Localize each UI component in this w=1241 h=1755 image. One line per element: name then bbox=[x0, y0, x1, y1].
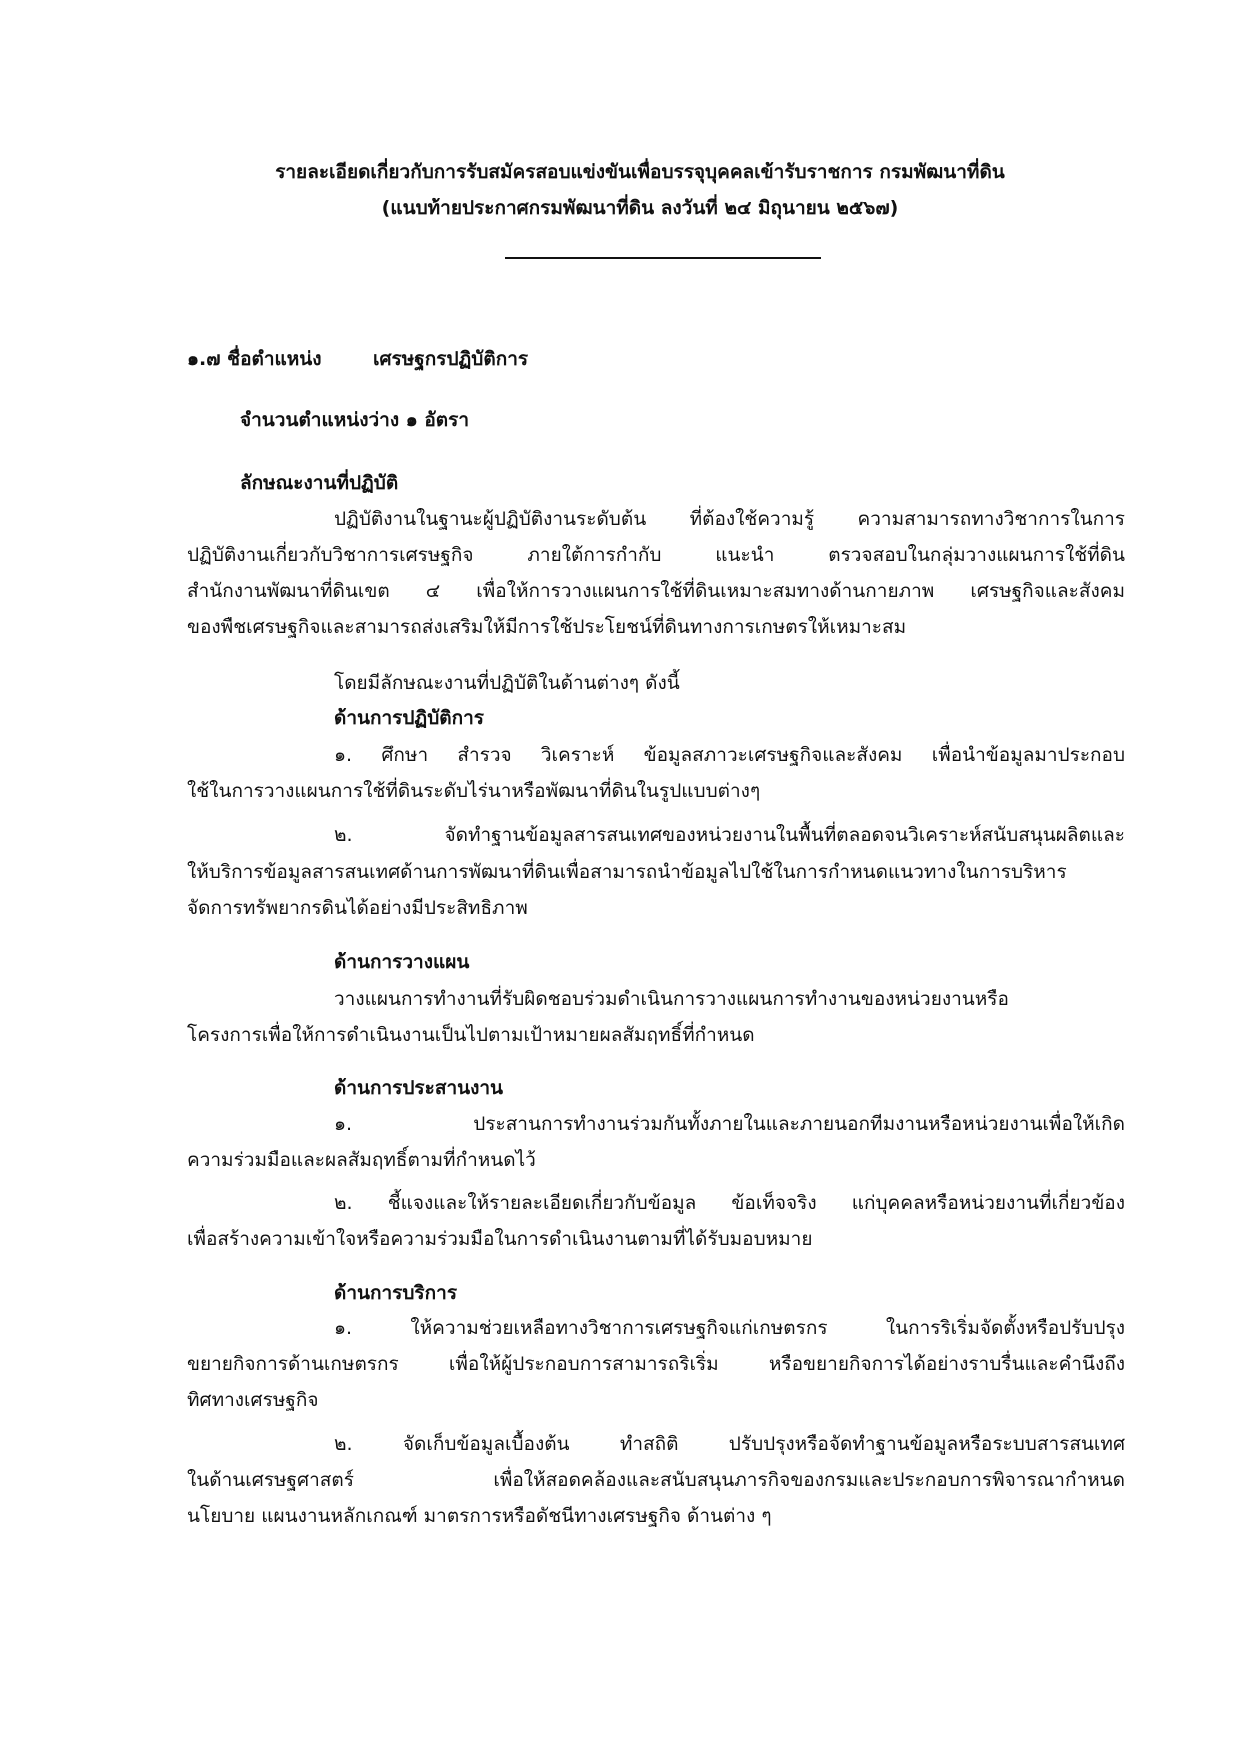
duties-intro-line: ปฏิบัติงานเกี่ยวกับวิชาการเศรษฐกิจ ภายใต้การกำกับ แนะนำ ตรวจสอบในกลุ่มวางแผนการใช้ที่ดิน bbox=[187, 544, 1125, 566]
coordination-item1-line: ความร่วมมือและผลสัมฤทธิ์ตามที่กำหนดไว้ bbox=[187, 1149, 536, 1171]
operations-heading: ด้านการปฏิบัติการ bbox=[334, 707, 484, 729]
planning-heading: ด้านการวางแผน bbox=[334, 951, 470, 973]
position-name: เศรษฐกรปฏิบัติการ bbox=[373, 348, 529, 370]
document-title-line2: (แนบท้ายประกาศกรมพัฒนาที่ดิน ลงวันที่ ๒๔ มิถุนายน ๒๕๖๗) bbox=[381, 197, 899, 219]
duties-intro-line: สำนักงานพัฒนาที่ดินเขต ๔ เพื่อให้การวางแผนการใช้ที่ดินเหมาะสมทางด้านกายภาพ เศรษฐกิจและสังคม bbox=[187, 580, 1125, 602]
duties-intro-line: ของพืชเศรษฐกิจและสามารถส่งเสริมให้มีการใช้ประโยชน์ที่ดินทางการเกษตรให้เหมาะสม bbox=[187, 616, 907, 638]
service-item1-line: ทิศทางเศรษฐกิจ bbox=[187, 1389, 319, 1411]
operations-item1-line: ๑. ศึกษา สำรวจ วิเคราะห์ ข้อมูลสภาวะเศรษฐกิจและสังคม เพื่อนำข้อมูลมาประกอบ bbox=[334, 744, 1125, 766]
operations-item2-line: จัดการทรัพยากรดินได้อย่างมีประสิทธิภาพ bbox=[187, 897, 528, 919]
planning-line: วางแผนการทำงานที่รับผิดชอบร่วมดำเนินการวางแผนการทำงานของหน่วยงานหรือ bbox=[334, 988, 1009, 1010]
duties-heading: ลักษณะงานที่ปฏิบัติ bbox=[240, 472, 399, 494]
operations-item1-line: ใช้ในการวางแผนการใช้ที่ดินระดับไร่นาหรือพัฒนาที่ดินในรูปแบบต่างๆ bbox=[187, 780, 761, 802]
title-underline bbox=[505, 257, 821, 259]
coordination-heading: ด้านการประสานงาน bbox=[334, 1077, 504, 1099]
planning-line: โครงการเพื่อให้การดำเนินงานเป็นไปตามเป้าหมายผลสัมฤทธิ์ที่กำหนด bbox=[187, 1024, 755, 1046]
service-item1-line: ขยายกิจการด้านเกษตรกร เพื่อให้ผู้ประกอบการสามารถริเริ่ม หรือขยายกิจการได้อย่างราบรื่นและคำนึงถึง bbox=[187, 1353, 1125, 1375]
operations-item2-line: ๒. จัดทำฐานข้อมูลสารสนเทศของหน่วยงานในพื้นที่ตลอดจนวิเคราะห์สนับสนุนผลิตและ bbox=[334, 824, 1125, 846]
service-heading: ด้านการบริการ bbox=[334, 1282, 458, 1304]
service-item2-line: นโยบาย แผนงานหลักเกณฑ์ มาตรการหรือดัชนีทางเศรษฐกิจ ด้านต่าง ๆ bbox=[187, 1505, 772, 1527]
duties-intro-line: ปฏิบัติงานในฐานะผู้ปฏิบัติงานระดับต้น ที่ต้องใช้ความรู้ ความสามารถทางวิชาการในการ bbox=[334, 508, 1125, 530]
operations-item2-line: ให้บริการข้อมูลสารสนเทศด้านการพัฒนาที่ดินเพื่อสามารถนำข้อมูลไปใช้ในการกำหนดแนวทางในการบริหาร bbox=[187, 861, 1067, 883]
coordination-item2-line: ๒. ชี้แจงและให้รายละเอียดเกี่ยวกับข้อมูล ข้อเท็จจริง แก่บุคคลหรือหน่วยงานที่เกี่ยวข้อง bbox=[334, 1192, 1125, 1214]
document-title-line1: รายละเอียดเกี่ยวกับการรับสมัครสอบแข่งขันเพื่อบรรจุบุคคลเข้ารับราชการ กรมพัฒนาที่ดิน bbox=[275, 161, 1005, 183]
service-item2-line: ในด้านเศรษฐศาสตร์ เพื่อให้สอดคล้องและสนับสนุนภารกิจของกรมและประกอบการพิจารณากำหนด bbox=[187, 1469, 1125, 1491]
duties-list-intro: โดยมีลักษณะงานที่ปฏิบัติในด้านต่างๆ ดังนี้ bbox=[334, 672, 680, 694]
position-number-label: ๑.๗ ชื่อตำแหน่ง bbox=[187, 348, 322, 370]
vacancy-count: จำนวนตำแหน่งว่าง ๑ อัตรา bbox=[240, 409, 470, 431]
coordination-item2-line: เพื่อสร้างความเข้าใจหรือความร่วมมือในการดำเนินงานตามที่ได้รับมอบหมาย bbox=[187, 1228, 813, 1250]
service-item2-line: ๒. จัดเก็บข้อมูลเบื้องต้น ทำสถิติ ปรับปรุงหรือจัดทำฐานข้อมูลหรือระบบสารสนเทศ bbox=[334, 1433, 1125, 1455]
service-item1-line: ๑. ให้ความช่วยเหลือทางวิชาการเศรษฐกิจแก่เกษตรกร ในการริเริ่มจัดตั้งหรือปรับปรุง bbox=[334, 1317, 1125, 1339]
coordination-item1-line: ๑. ประสานการทำงานร่วมกันทั้งภายในและภายนอกทีมงานหรือหน่วยงานเพื่อให้เกิด bbox=[334, 1113, 1125, 1135]
